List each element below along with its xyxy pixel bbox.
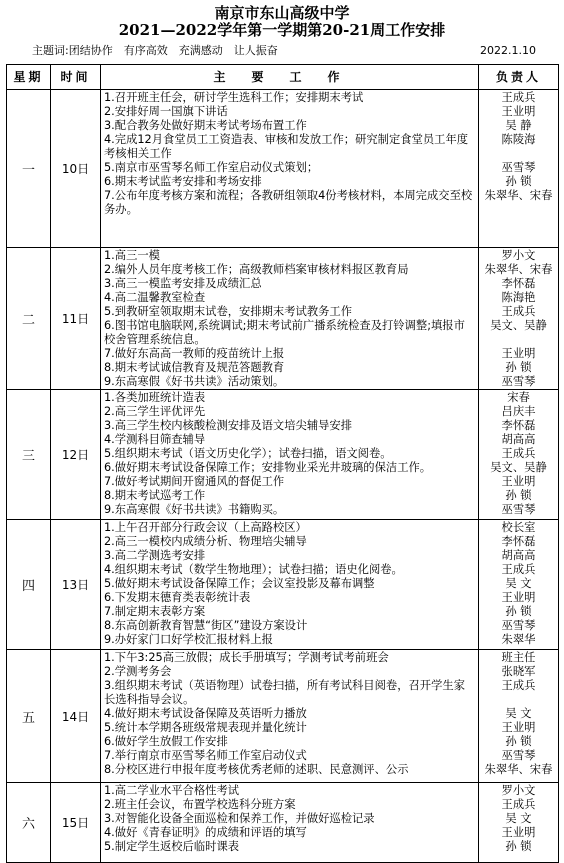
owner-name: 孙 锁 xyxy=(505,840,532,853)
owner-name: 宋春 xyxy=(507,391,530,404)
owner-name: 朱翠华、宋春 xyxy=(484,263,553,276)
owner-name: 吴 静 xyxy=(505,119,532,132)
header-time: 时间 xyxy=(51,65,101,90)
owners-cell xyxy=(479,390,559,520)
date-cell: 10日 xyxy=(51,90,101,248)
task-item: 2.班主任会议，布置学校选科分班方案 xyxy=(104,798,296,811)
task-item: 4.做好期末考试设备保障及英语听力播放 xyxy=(104,707,307,720)
task-item: 7.做好考试期间开窗通风的督促工作 xyxy=(104,475,285,488)
task-item: 3.高三学生校内核酸检测安排及语文培尖辅导安排 xyxy=(104,419,353,432)
task-item: 6.做好期末考试设备保障工作；安排物业采光井玻璃的保洁工作。 xyxy=(104,461,432,474)
document-date: 2022.1.10 xyxy=(480,44,536,57)
owner-name: 巫雪琴 xyxy=(501,503,536,516)
table-row xyxy=(7,783,559,863)
owner-name: 罗小文 xyxy=(501,249,536,262)
table-row xyxy=(7,390,559,520)
date-cell: 14日 xyxy=(51,650,101,783)
task-item: 5.南京市巫雪琴名师工作室启动仪式策划； xyxy=(104,161,319,174)
date-cell: 11日 xyxy=(51,248,101,390)
owner-name: 陈陵海 xyxy=(501,133,536,146)
task-item: 3.高三一模监考安排及成绩汇总 xyxy=(104,277,262,290)
tasks-cell xyxy=(101,650,479,783)
owners-cell xyxy=(479,90,559,248)
task-item: 5.做好期末考试设备保障工作；会议室投影及幕布调整 xyxy=(104,577,375,590)
owner-name: 胡高高 xyxy=(501,433,536,446)
task-item: 1.召开班主任会，研讨学生选科工作；安排期末考试 xyxy=(104,91,364,104)
task-item: 3.对智能化设备全面巡检和保养工作，并做好巡检记录 xyxy=(104,812,375,825)
owners-cell xyxy=(479,520,559,650)
task-item: 9.东高寒假《好书共读》书籍购买。 xyxy=(104,503,285,516)
owner-name: 巫雪琴 xyxy=(501,619,536,632)
owner-name: 王业明 xyxy=(501,347,536,360)
weekday-cell: 五 xyxy=(7,650,51,783)
owner-name: 张晓军 xyxy=(501,665,536,678)
owner-name: 李怀磊 xyxy=(501,277,536,290)
weekday-cell: 一 xyxy=(7,90,51,248)
owner-name: 孙 锁 xyxy=(505,605,532,618)
task-item: 6.下发期末德育类表彰统计表 xyxy=(104,591,251,604)
task-item: 7.制定期末表彰方案 xyxy=(104,605,206,618)
task-item: 3.高二学测选考安排 xyxy=(104,549,206,562)
owner-name: 孙 锁 xyxy=(505,175,532,188)
owners-cell xyxy=(479,650,559,783)
document-subtitle: 2021—2022学年第一学期第20-21周工作安排 xyxy=(118,21,446,39)
task-item: 2.高三一模校内成绩分析、物理培尖辅导 xyxy=(104,535,307,548)
tasks-cell xyxy=(101,248,479,390)
task-item: 1.下午3:25高三放假；成长手册填写；学测考试考前班会 xyxy=(104,651,389,664)
header-week: 星期 xyxy=(7,65,51,90)
weekday-cell: 二 xyxy=(7,248,51,390)
task-item: 3.配合教务处做好期末考试考场布置工作 xyxy=(104,119,307,132)
owner-name: 王业明 xyxy=(501,105,536,118)
owner-name: 吴 文 xyxy=(505,707,532,720)
owners-cell xyxy=(479,248,559,390)
task-item: 2.安排好周一国旗下讲话 xyxy=(104,105,228,118)
theme-line: 主题词:团结协作 有序高效 充满感动 让人振奋 xyxy=(32,44,278,57)
task-item: 3.组织期末考试（英语物理）试卷扫描，所有考试科目阅卷，召开学生家长选科指导会议。 xyxy=(104,679,465,706)
owner-name: 王成兵 xyxy=(501,563,536,576)
table-row xyxy=(7,650,559,783)
tasks-cell xyxy=(101,520,479,650)
task-item: 8.分校区进行申报年度考核优秀老师的述职、民意测评、公示 xyxy=(104,763,409,776)
owner-name: 王成兵 xyxy=(501,91,536,104)
owner-name: 李怀磊 xyxy=(501,419,536,432)
weekday-cell: 三 xyxy=(7,390,51,520)
table-row xyxy=(7,520,559,650)
owner-name: 王业明 xyxy=(501,591,536,604)
owner-name: 巫雪琴 xyxy=(501,375,536,388)
task-item: 5.统计本学期各班级常规表现并量化统计 xyxy=(104,721,307,734)
task-item: 9.办好家门口好学校汇报材料上报 xyxy=(104,633,273,646)
owner-name: 王业明 xyxy=(501,721,536,734)
task-item: 6.做好学生放假工作安排 xyxy=(104,735,228,748)
date-cell: 15日 xyxy=(51,783,101,863)
task-item: 6.图书馆电脑联网,系统调试;期末考试前广播系统检查及打铃调整;填报市校舍管理系统信息。 xyxy=(104,319,465,346)
task-item: 7.举行南京市巫雪琴名师工作室启动仪式 xyxy=(104,749,307,762)
owner-name: 孙 锁 xyxy=(505,735,532,748)
task-item: 4.组织期末考试（数学生物地理）；试卷扫描；语史化阅卷。 xyxy=(104,563,403,576)
owner-name: 王成兵 xyxy=(501,305,536,318)
owner-name: 孙 锁 xyxy=(505,361,532,374)
task-item: 1.高三一模 xyxy=(104,249,160,262)
weekday-cell: 六 xyxy=(7,783,51,863)
weekday-cell: 四 xyxy=(7,520,51,650)
task-item: 8.期末考试诚信教育及规范答题教育 xyxy=(104,361,285,374)
owner-name: 陈海艳 xyxy=(501,291,536,304)
task-item: 4.高二温馨教室检查 xyxy=(104,291,206,304)
owner-name: 校长室 xyxy=(501,521,536,534)
task-item: 4.学测科目筛查辅导 xyxy=(104,433,206,446)
owner-name: 胡高高 xyxy=(501,549,536,562)
owner-name: 朱翠华、宋春 xyxy=(484,763,553,776)
task-item: 8.期末考试巡考工作 xyxy=(104,489,206,502)
task-item: 2.编外人员年度考核工作；高级教师档案审核材料报区教育局 xyxy=(104,263,409,276)
owner-name: 吴文、吴静 xyxy=(490,319,547,332)
task-item: 1.上午召开部分行政会议（上高路校区） xyxy=(104,521,307,534)
task-item: 7.公布年度考核方案和流程；各教研组领取4份考核材料，本周完成交至校务办。 xyxy=(104,189,473,216)
owner-name: 吴文、吴静 xyxy=(490,461,547,474)
owner-name: 王成兵 xyxy=(501,679,536,692)
header-main-work: 主要工作 xyxy=(101,65,479,90)
date-cell: 12日 xyxy=(51,390,101,520)
owner-name: 王成兵 xyxy=(501,798,536,811)
header-owner: 负责人 xyxy=(479,65,559,90)
owner-name: 巫雪琴 xyxy=(501,749,536,762)
owner-name: 李怀磊 xyxy=(501,535,536,548)
tasks-cell xyxy=(101,390,479,520)
owners-cell xyxy=(479,783,559,863)
task-item: 5.到教研室领取期末试卷，安排期末考试教务工作 xyxy=(104,305,353,318)
owner-name: 王业明 xyxy=(501,475,536,488)
owner-name xyxy=(479,693,558,707)
task-item: 7.做好东高高一教师的疫苗统计上报 xyxy=(104,347,285,360)
schedule-table xyxy=(6,64,559,863)
owner-name: 朱翠华、宋春 xyxy=(484,189,553,202)
owner-name: 吴 文 xyxy=(505,577,532,590)
task-item: 5.组织期末考试（语文历史化学）；试卷扫描，语文阅卷。 xyxy=(104,447,392,460)
task-item: 4.完成12月食堂员工工资造表、审核和发放工作；研究制定食堂员工年度考核相关工作 xyxy=(104,133,469,160)
owner-name: 吴 文 xyxy=(505,812,532,825)
task-item: 1.各类加班统计造表 xyxy=(104,391,206,404)
owner-name: 王业明 xyxy=(501,826,536,839)
task-item: 2.学测考务会 xyxy=(104,665,172,678)
tasks-cell xyxy=(101,90,479,248)
date-cell: 13日 xyxy=(51,520,101,650)
task-item: 6.期末考试监考安排和考场安排 xyxy=(104,175,262,188)
task-item: 5.制定学生返校后临时课表 xyxy=(104,840,240,853)
owner-name xyxy=(479,147,558,161)
task-item: 8.东高创新教育智慧“街区”建设方案设计 xyxy=(104,619,308,632)
owner-name: 王成兵 xyxy=(501,447,536,460)
task-item: 1.高二学业水平合格性考试 xyxy=(104,784,240,797)
owner-name: 罗小文 xyxy=(501,784,536,797)
owner-name: 吕庆丰 xyxy=(501,405,536,418)
table-row xyxy=(7,248,559,390)
table-row xyxy=(7,90,559,248)
tasks-cell xyxy=(101,783,479,863)
task-item: 4.做好《青春证明》的成绩和评语的填写 xyxy=(104,826,307,839)
owner-name: 班主任 xyxy=(501,651,536,664)
owner-name xyxy=(479,333,558,347)
owner-name: 孙 锁 xyxy=(505,489,532,502)
owner-name xyxy=(479,203,558,217)
school-title: 南京市东山高级中学 xyxy=(214,4,350,22)
table-header-row xyxy=(7,65,559,90)
owner-name: 朱翠华 xyxy=(501,633,536,646)
task-item: 2.高三学生评优评先 xyxy=(104,405,206,418)
owner-name: 巫雪琴 xyxy=(501,161,536,174)
task-item: 9.东高寒假《好书共读》活动策划。 xyxy=(104,375,285,388)
